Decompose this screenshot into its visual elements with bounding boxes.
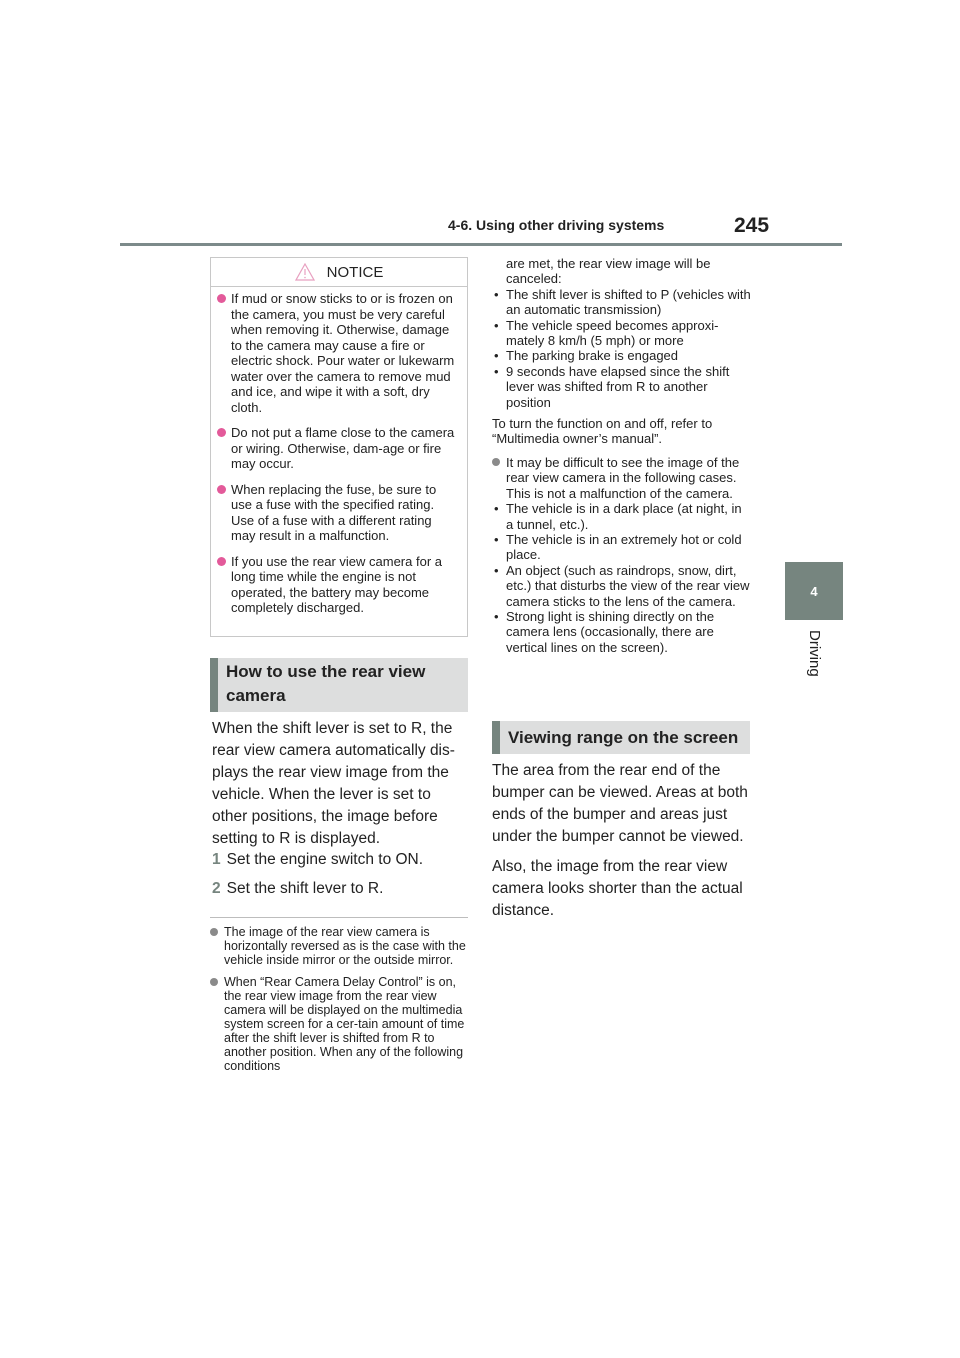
- warning-icon: [295, 263, 315, 281]
- list-item: • The vehicle speed becomes approxi-mately 8 km/h (5 mph) or more: [492, 318, 752, 349]
- bullet-icon: [492, 458, 500, 466]
- notice-item: If you use the rear view camera for a long time while the engine is not operated, the battery may become completely discharged.: [217, 554, 459, 616]
- bullet-icon: [210, 928, 218, 936]
- difficult-note: It may be difficult to see the image of the rear view camera in the following cases. This is not a malfunction of the camera.: [492, 455, 752, 501]
- continuation-text: are met, the rear view image will be canceled:: [506, 256, 711, 287]
- bullet-icon: [217, 294, 226, 303]
- notice-box: [210, 257, 468, 637]
- chapter-tab[interactable]: [785, 562, 843, 620]
- section-title: 4-6. Using other driving systems: [448, 217, 665, 233]
- cancel-conditions-list: [492, 287, 752, 410]
- bullet-icon: [210, 978, 218, 986]
- step-text: Set the engine switch to ON.: [226, 851, 424, 868]
- section-heading-viewing-range: Viewing range on the screen: [492, 721, 750, 754]
- right-column-notes: [492, 256, 752, 655]
- notice-item: When replacing the fuse, be sure to use a fuse with the specified rating. Use of a fuse with a different rating may result in a malfunction.: [217, 482, 459, 544]
- list-item: • The vehicle is in a dark place (at night, in a tunnel, etc.).: [492, 501, 752, 532]
- notice-title: NOTICE: [326, 263, 384, 281]
- section-heading-rear-view: How to use the rear view camera: [210, 658, 468, 712]
- note-item: When “Rear Camera Delay Control” is on, the rear view image from the rear view camera will be displayed on the multimedia system screen for a cer-tain amount of time after the shift lever is shifted from R to another position. When any of the following conditions: [210, 975, 470, 1073]
- difficult-cases-list: [492, 501, 752, 655]
- list-item: • An object (such as raindrops, snow, dirt, etc.) that disturbs the view of the rear view camera sticks to the lens of the camera.: [492, 563, 752, 609]
- paragraph: Also, the image from the rear view camera looks shorter than the actual distance.: [492, 858, 743, 919]
- bullet-icon: [217, 485, 226, 494]
- step-2: [212, 880, 383, 898]
- step-text: Set the shift lever to R.: [226, 880, 384, 897]
- notice-item: Do not put a flame close to the camera or wiring. Otherwise, dam-age or fire may occur.: [217, 425, 459, 472]
- notice-header: [211, 258, 467, 287]
- note-divider: [210, 917, 468, 918]
- notice-item: If mud or snow sticks to or is frozen on the camera, you must be very careful when removing it. Otherwise, damage to the camera may cause a fire or electric shock. Pour water or lukewarm water over the camera to remove mud and ice, and wipe it with a soft, dry cloth.: [217, 291, 459, 415]
- refer-text: To turn the function on and off, refer to “Multimedia owner’s manual”.: [492, 416, 713, 447]
- chapter-label: Driving: [806, 630, 823, 677]
- paragraph: The area from the rear end of the bumper can be viewed. Areas at both ends of the bumper and areas just under the bumper cannot be viewed.: [492, 762, 748, 845]
- list-item: • The parking brake is engaged: [492, 348, 752, 363]
- viewing-range-text: [492, 760, 754, 922]
- list-item: • The shift lever is shifted to P (vehicles with an automatic transmission): [492, 287, 752, 318]
- note-item: The image of the rear view camera is horizontally reversed as is the case with the vehicle inside mirror or the outside mirror.: [210, 925, 470, 967]
- header-rule: [120, 243, 842, 246]
- step-number: 2: [212, 880, 221, 897]
- page-number: 245: [734, 214, 770, 237]
- step-number: 1: [212, 851, 221, 868]
- list-item: • The vehicle is in an extremely hot or cold place.: [492, 532, 752, 563]
- bullet-icon: [217, 557, 226, 566]
- bullet-icon: [217, 428, 226, 437]
- section-intro: When the shift lever is set to R, the rear view camera automatically dis-plays the rear view image from the vehicle. When the lever is set to other positions, the image before setting to R is displayed.: [212, 720, 455, 847]
- notice-items: [211, 287, 467, 616]
- chapter-number: 4: [810, 583, 818, 599]
- list-item: • Strong light is shining directly on the camera lens (occasionally, there are vertical lines on the screen).: [492, 609, 752, 655]
- step-1: [212, 851, 423, 869]
- list-item: • 9 seconds have elapsed since the shift lever was shifted from R to another position: [492, 364, 752, 410]
- notes-block: [210, 925, 470, 1081]
